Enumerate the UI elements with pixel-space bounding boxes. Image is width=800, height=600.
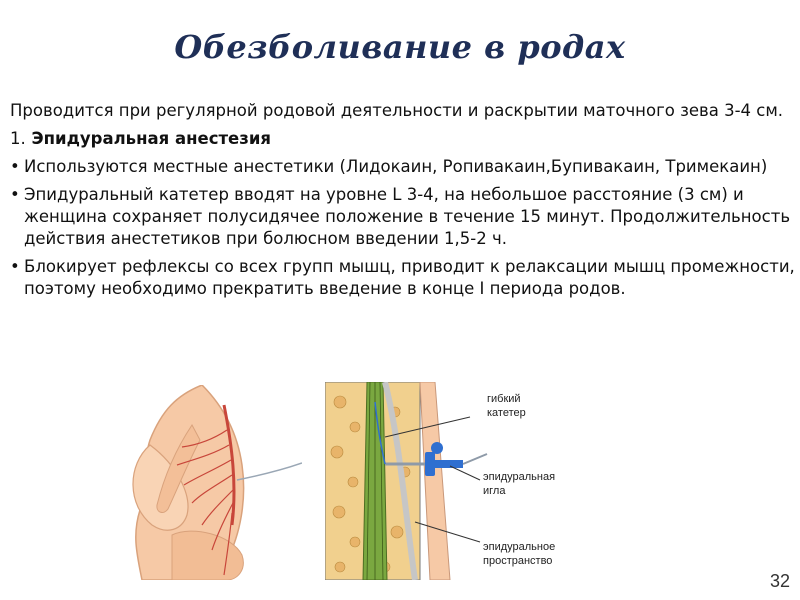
bullet-text: Используются местные анестетики (Лидокаин, Ропивакаин,Бупивакаин, Тримекаин) bbox=[24, 157, 768, 176]
page-number: 32 bbox=[769, 571, 790, 591]
label-needle-line1: эпидуральная bbox=[483, 471, 556, 483]
label-space-line2: пространство bbox=[483, 555, 553, 567]
label-catheter-line2: катетер bbox=[487, 407, 526, 419]
label-space-line1: эпидуральное bbox=[483, 541, 556, 553]
pregnant-woman-illustration bbox=[132, 385, 302, 580]
bullet-dot-icon: • bbox=[10, 157, 20, 176]
bullet-dot-icon: • bbox=[10, 257, 20, 276]
bullet-item bbox=[10, 156, 795, 178]
bullet-dot-icon: • bbox=[10, 185, 20, 204]
intro-text: Проводится при регулярной родовой деятельности и раскрытии маточного зева 3-4 см. bbox=[10, 101, 784, 120]
bullet-item bbox=[10, 184, 795, 250]
bullet-list bbox=[10, 156, 795, 300]
section-heading bbox=[10, 128, 795, 150]
bullet-text: Блокирует рефлексы со всех групп мышц, приводит к релаксации мышц промежности, поэтому необходимо прекратить введение в конце I периода родов. bbox=[24, 257, 795, 298]
slide-title: Обезболивание в родах bbox=[174, 28, 626, 66]
slide-body bbox=[10, 100, 795, 306]
label-catheter-line1: гибкий bbox=[487, 393, 521, 405]
epidural-cross-section-diagram bbox=[325, 382, 595, 580]
bullet-item bbox=[10, 256, 795, 300]
section-title: Эпидуральная анестезия bbox=[31, 129, 271, 148]
section-number: 1. bbox=[10, 129, 26, 148]
bullet-text: Эпидуральный катетер вводят на уровне L 3-4, на небольшое расстояние (3 см) и женщина сохраняет полусидячее положение в течение 15 минут. Продолжительность действия анестетиков при болюсном введении 1,5-2 ч. bbox=[24, 185, 791, 248]
label-needle-line2: игла bbox=[483, 485, 506, 497]
